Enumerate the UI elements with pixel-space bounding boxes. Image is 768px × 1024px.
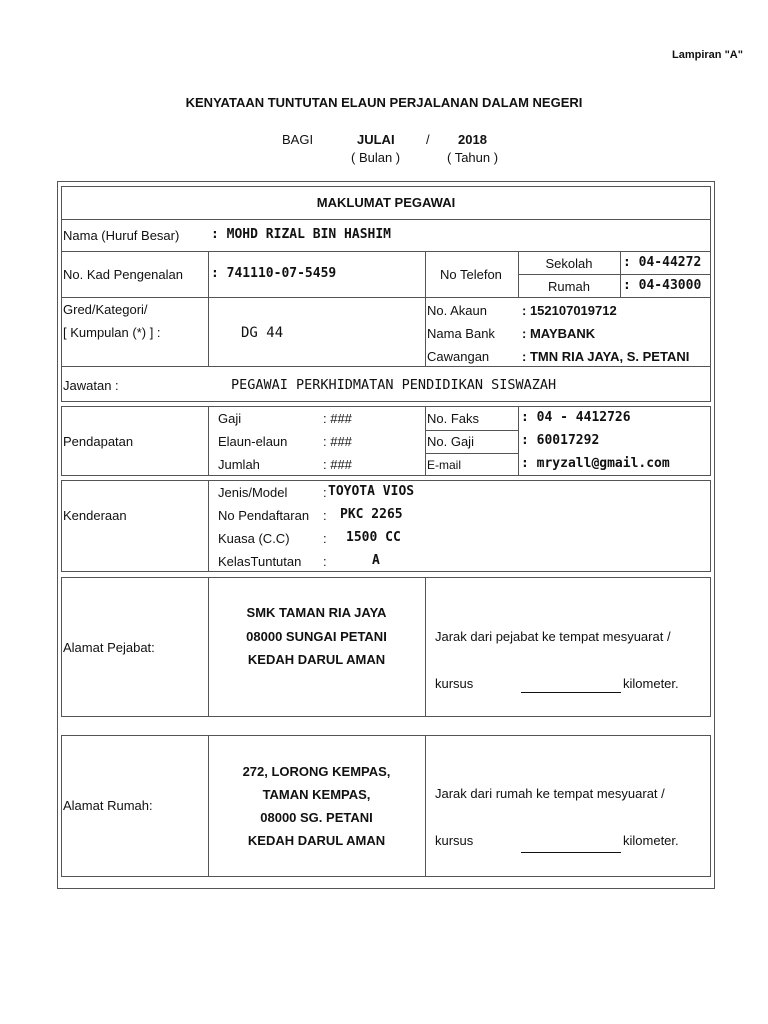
rumah-address-line: 08000 SG. PETANI (260, 810, 373, 825)
gred-label: Gred/Kategori/ (63, 302, 148, 317)
pendaftaran-label: No Pendaftaran (218, 508, 310, 523)
pendaftaran-colon: : (323, 508, 327, 523)
kursus-label: kursus (435, 676, 474, 691)
kursus-label: kursus (435, 833, 474, 848)
kuasa-label: Kuasa (C.C) (218, 531, 290, 546)
divider (425, 251, 426, 366)
rumah-address-line: 272, LORONG KEMPAS, (242, 764, 391, 779)
kilometer-label: kilometer. (623, 833, 679, 848)
faks-label: No. Faks (427, 411, 480, 426)
year-value: 2018 (458, 132, 487, 147)
cawangan-label: Cawangan (427, 349, 490, 364)
pendapatan-label: Pendapatan (63, 434, 134, 449)
divider (208, 577, 209, 717)
telefon-label: No Telefon (440, 267, 502, 282)
kenderaan-label: Kenderaan (63, 508, 127, 523)
pejabat-address-line: KEDAH DARUL AMAN (247, 652, 386, 667)
akaun-value: : 152107019712 (522, 303, 617, 318)
kelas-value: A (372, 553, 380, 568)
kilometer-label: kilometer. (623, 676, 679, 691)
alamat-rumah-label: Alamat Rumah: (63, 798, 153, 813)
email-label: E-mail (427, 458, 462, 472)
divider (425, 735, 426, 877)
sekolah-label: Sekolah (545, 256, 593, 271)
divider (61, 251, 711, 252)
rumah-label: Rumah (548, 279, 590, 294)
kuasa-value: 1500 CC (346, 530, 401, 545)
email-value: : mryzall@gmail.com (521, 456, 670, 471)
divider (208, 480, 209, 572)
jarak-pejabat-blank[interactable] (521, 692, 621, 693)
gred-value: DG 44 (241, 325, 284, 341)
nama-label: Nama (Huruf Besar) (63, 228, 180, 243)
year-caption: ( Tahun ) (447, 150, 499, 165)
divider (208, 735, 209, 877)
model-colon: : (323, 485, 327, 500)
divider (61, 219, 711, 220)
rumah-phone: : 04-43000 (623, 278, 702, 293)
divider (425, 430, 518, 431)
divider (61, 366, 711, 367)
alamat-rumah-block (61, 735, 711, 877)
pendaftaran-value: PKC 2265 (340, 507, 403, 522)
document-title: KENYATAAN TUNTUTAN ELAUN PERJALANAN DALAM NEGERI (185, 95, 583, 110)
lampiran-label: Lampiran "A" (672, 49, 743, 61)
jumlah-label: Jumlah (218, 457, 260, 472)
jarak-pejabat-text: Jarak dari pejabat ke tempat mesyuarat / (435, 629, 671, 644)
divider (425, 453, 518, 454)
bank-value: : MAYBANK (522, 326, 596, 341)
kumpulan-label: [ Kumpulan (*) ] : (63, 325, 161, 340)
bank-label: Nama Bank (427, 326, 495, 341)
ic-label: No. Kad Pengenalan (63, 267, 183, 282)
divider (208, 406, 209, 476)
kelas-colon: : (323, 554, 327, 569)
ic-value: : 741110-07-5459 (211, 266, 337, 281)
nogaji-value: : 60017292 (521, 433, 600, 448)
divider (425, 577, 426, 717)
month-value: JULAI (357, 132, 395, 147)
faks-value: : 04 - 4412726 (521, 410, 631, 425)
bagi-label: BAGI (282, 132, 314, 147)
cawangan-value: : TMN RIA JAYA, S. PETANI (522, 349, 690, 364)
pejabat-address-line: SMK TAMAN RIA JAYA (246, 605, 387, 620)
jawatan-value: PEGAWAI PERKHIDMATAN PENDIDIKAN SISWAZAH (231, 377, 557, 393)
divider (425, 406, 426, 476)
gaji-label: Gaji (218, 411, 242, 426)
elaun-label: Elaun-elaun (218, 434, 288, 449)
divider (208, 251, 209, 366)
alamat-pejabat-label: Alamat Pejabat: (63, 640, 155, 655)
rumah-address-line: TAMAN KEMPAS, (262, 787, 371, 802)
model-label: Jenis/Model (218, 485, 288, 500)
section-title: MAKLUMAT PEGAWAI (316, 195, 456, 210)
rumah-address-line: KEDAH DARUL AMAN (247, 833, 386, 848)
kuasa-colon: : (323, 531, 327, 546)
elaun-value: : ### (323, 434, 352, 449)
kelas-label: KelasTuntutan (218, 554, 302, 569)
nogaji-label: No. Gaji (427, 434, 474, 449)
akaun-label: No. Akaun (427, 303, 487, 318)
jarak-rumah-blank[interactable] (521, 852, 621, 853)
alamat-pejabat-block (61, 577, 711, 717)
jumlah-value: : ### (323, 457, 352, 472)
model-value: TOYOTA VIOS (328, 484, 415, 499)
nama-value: : MOHD RIZAL BIN HASHIM (211, 227, 392, 242)
pejabat-address-line: 08000 SUNGAI PETANI (246, 629, 387, 644)
gaji-value: : ### (323, 411, 352, 426)
divider (61, 297, 711, 298)
date-separator: / (426, 132, 430, 147)
sekolah-phone: : 04-44272 (623, 255, 702, 270)
divider (518, 406, 519, 476)
divider (518, 274, 711, 275)
jawatan-label: Jawatan : (63, 378, 119, 393)
jarak-rumah-text: Jarak dari rumah ke tempat mesyuarat / (435, 786, 665, 801)
month-caption: ( Bulan ) (351, 150, 401, 165)
